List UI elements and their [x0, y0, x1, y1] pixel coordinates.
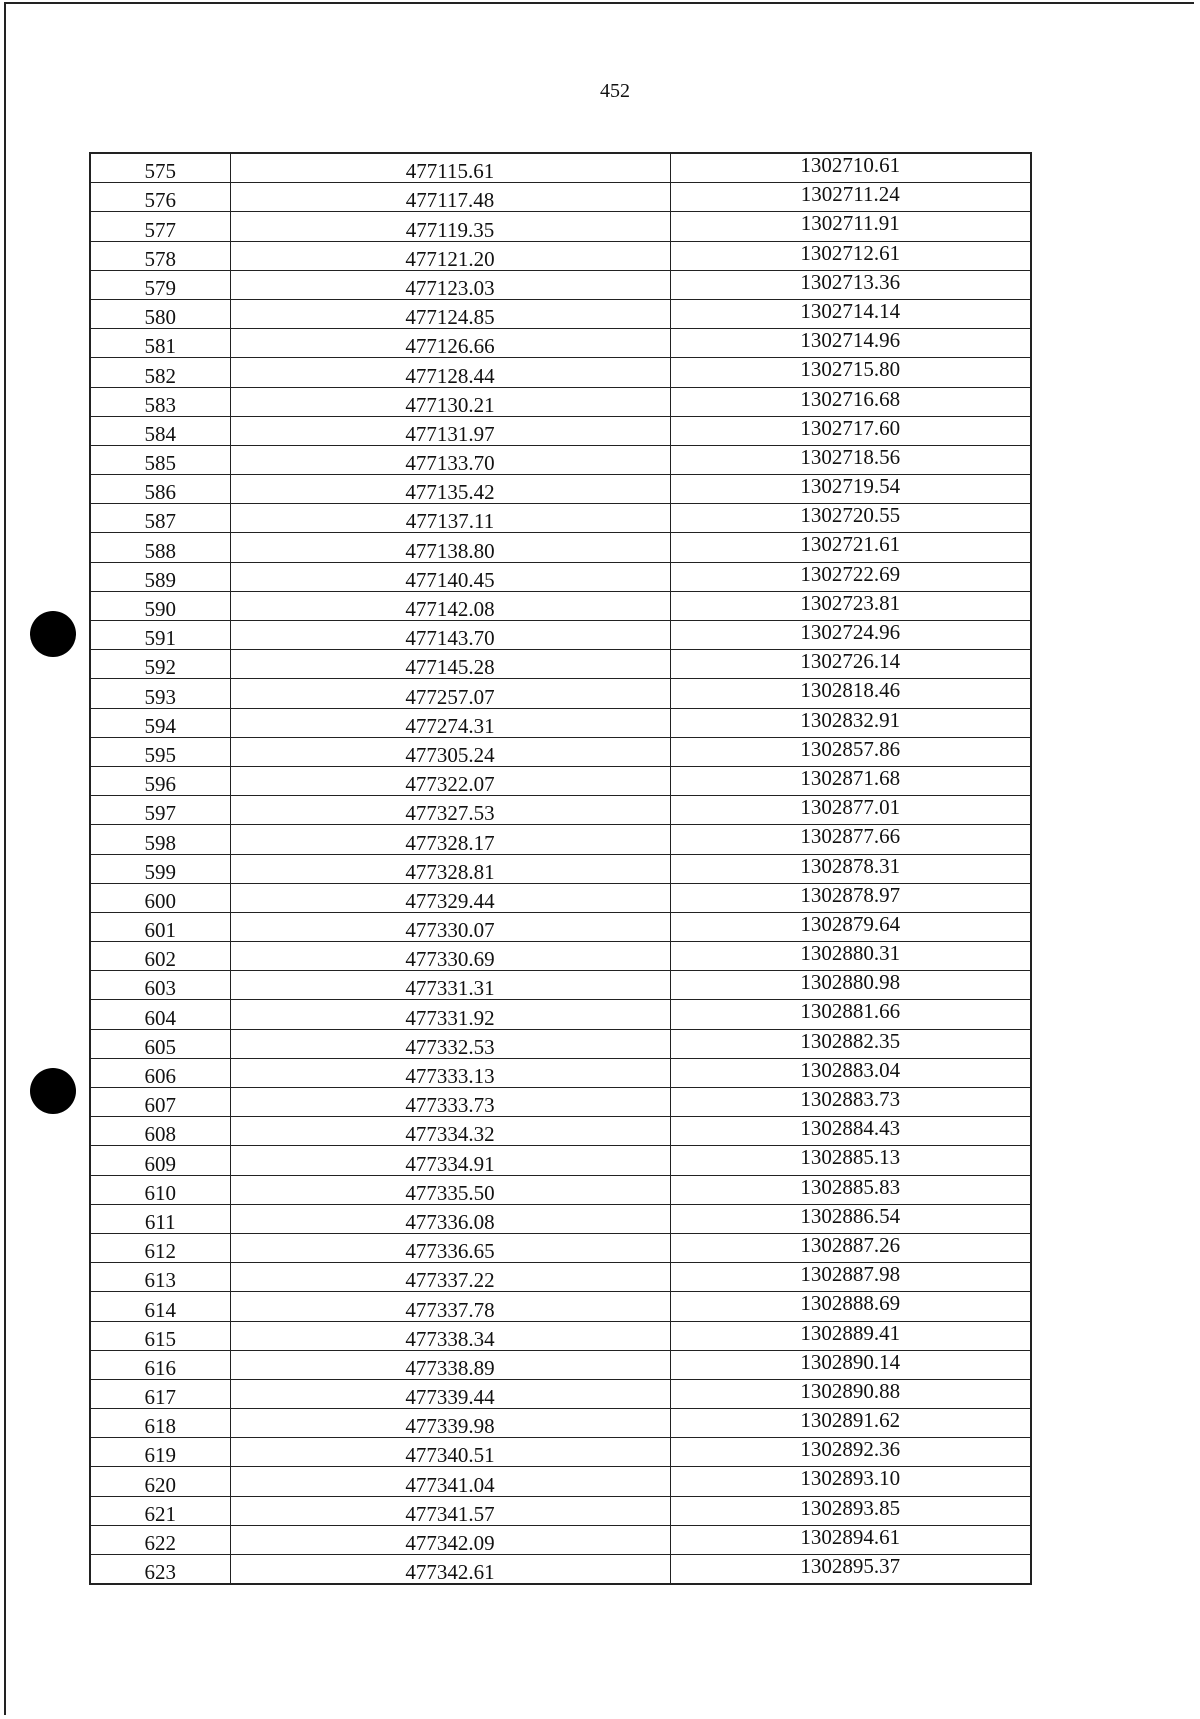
table-row	[90, 1496, 1031, 1525]
point-number-cell: 594	[90, 708, 230, 737]
table-row	[90, 796, 1031, 825]
point-number-cell: 581	[90, 329, 230, 358]
northing-cell: 1302887.26	[670, 1233, 1031, 1262]
table-row	[90, 358, 1031, 387]
easting-cell: 477328.17	[230, 825, 670, 854]
northing-cell: 1302877.66	[670, 825, 1031, 854]
northing-cell: 1302711.24	[670, 183, 1031, 212]
easting-cell: 477342.61	[230, 1555, 670, 1585]
table-row	[90, 1350, 1031, 1379]
easting-cell: 477143.70	[230, 621, 670, 650]
easting-cell: 477335.50	[230, 1175, 670, 1204]
point-number-cell: 620	[90, 1467, 230, 1496]
easting-cell: 477330.69	[230, 942, 670, 971]
easting-cell: 477133.70	[230, 445, 670, 474]
table-row	[90, 445, 1031, 474]
northing-cell: 1302715.80	[670, 358, 1031, 387]
point-number-cell: 588	[90, 533, 230, 562]
table-row	[90, 416, 1031, 445]
page-number: 452	[600, 80, 630, 102]
easting-cell: 477327.53	[230, 796, 670, 825]
northing-cell: 1302878.31	[670, 854, 1031, 883]
northing-cell: 1302884.43	[670, 1117, 1031, 1146]
table-row	[90, 1117, 1031, 1146]
easting-cell: 477119.35	[230, 212, 670, 241]
point-number-cell: 597	[90, 796, 230, 825]
northing-cell: 1302713.36	[670, 270, 1031, 299]
point-number-cell: 584	[90, 416, 230, 445]
northing-cell: 1302880.98	[670, 971, 1031, 1000]
easting-cell: 477123.03	[230, 270, 670, 299]
table-row	[90, 533, 1031, 562]
easting-cell: 477115.61	[230, 153, 670, 183]
easting-cell: 477330.07	[230, 912, 670, 941]
table-row	[90, 971, 1031, 1000]
easting-cell: 477140.45	[230, 562, 670, 591]
easting-cell: 477338.34	[230, 1321, 670, 1350]
northing-cell: 1302892.36	[670, 1438, 1031, 1467]
point-number-cell: 608	[90, 1117, 230, 1146]
easting-cell: 477342.09	[230, 1525, 670, 1554]
easting-cell: 477332.53	[230, 1029, 670, 1058]
northing-cell: 1302722.69	[670, 562, 1031, 591]
northing-cell: 1302832.91	[670, 708, 1031, 737]
easting-cell: 477337.78	[230, 1292, 670, 1321]
table-row	[90, 1204, 1031, 1233]
easting-cell: 477131.97	[230, 416, 670, 445]
point-number-cell: 593	[90, 679, 230, 708]
coordinate-table-body	[90, 153, 1031, 1584]
easting-cell: 477328.81	[230, 854, 670, 883]
point-number-cell: 604	[90, 1000, 230, 1029]
northing-cell: 1302881.66	[670, 1000, 1031, 1029]
point-number-cell: 585	[90, 445, 230, 474]
point-number-cell: 592	[90, 650, 230, 679]
table-row	[90, 1467, 1031, 1496]
point-number-cell: 595	[90, 737, 230, 766]
easting-cell: 477329.44	[230, 883, 670, 912]
table-row	[90, 1525, 1031, 1554]
table-row	[90, 737, 1031, 766]
table-row	[90, 1263, 1031, 1292]
point-number-cell: 618	[90, 1409, 230, 1438]
northing-cell: 1302877.01	[670, 796, 1031, 825]
table-row	[90, 1438, 1031, 1467]
point-number-cell: 605	[90, 1029, 230, 1058]
table-row	[90, 1058, 1031, 1087]
table-row	[90, 241, 1031, 270]
table-row	[90, 1146, 1031, 1175]
point-number-cell: 606	[90, 1058, 230, 1087]
point-number-cell: 612	[90, 1233, 230, 1262]
point-number-cell: 617	[90, 1379, 230, 1408]
point-number-cell: 615	[90, 1321, 230, 1350]
table-row	[90, 299, 1031, 328]
easting-cell: 477339.44	[230, 1379, 670, 1408]
table-row	[90, 183, 1031, 212]
northing-cell: 1302895.37	[670, 1555, 1031, 1585]
point-number-cell: 603	[90, 971, 230, 1000]
point-number-cell: 619	[90, 1438, 230, 1467]
northing-cell: 1302714.14	[670, 299, 1031, 328]
northing-cell: 1302889.41	[670, 1321, 1031, 1350]
point-number-cell: 579	[90, 270, 230, 299]
table-row	[90, 387, 1031, 416]
table-row	[90, 504, 1031, 533]
easting-cell: 477340.51	[230, 1438, 670, 1467]
northing-cell: 1302882.35	[670, 1029, 1031, 1058]
table-row	[90, 854, 1031, 883]
table-row	[90, 212, 1031, 241]
point-number-cell: 602	[90, 942, 230, 971]
point-number-cell: 589	[90, 562, 230, 591]
northing-cell: 1302716.68	[670, 387, 1031, 416]
table-row	[90, 475, 1031, 504]
easting-cell: 477334.91	[230, 1146, 670, 1175]
northing-cell: 1302887.98	[670, 1263, 1031, 1292]
point-number-cell: 583	[90, 387, 230, 416]
northing-cell: 1302719.54	[670, 475, 1031, 504]
easting-cell: 477142.08	[230, 591, 670, 620]
table-row	[90, 1409, 1031, 1438]
northing-cell: 1302717.60	[670, 416, 1031, 445]
easting-cell: 477341.04	[230, 1467, 670, 1496]
point-number-cell: 591	[90, 621, 230, 650]
table-row	[90, 1088, 1031, 1117]
easting-cell: 477274.31	[230, 708, 670, 737]
table-row	[90, 1292, 1031, 1321]
northing-cell: 1302818.46	[670, 679, 1031, 708]
table-row	[90, 1379, 1031, 1408]
point-number-cell: 616	[90, 1350, 230, 1379]
point-number-cell: 587	[90, 504, 230, 533]
northing-cell: 1302724.96	[670, 621, 1031, 650]
easting-cell: 477124.85	[230, 299, 670, 328]
point-number-cell: 596	[90, 766, 230, 795]
table-row	[90, 679, 1031, 708]
table-row	[90, 650, 1031, 679]
easting-cell: 477331.92	[230, 1000, 670, 1029]
northing-cell: 1302721.61	[670, 533, 1031, 562]
easting-cell: 477336.65	[230, 1233, 670, 1262]
northing-cell: 1302720.55	[670, 504, 1031, 533]
table-row	[90, 1555, 1031, 1585]
point-number-cell: 623	[90, 1555, 230, 1585]
table-row	[90, 153, 1031, 183]
table-row	[90, 942, 1031, 971]
point-number-cell: 577	[90, 212, 230, 241]
northing-cell: 1302710.61	[670, 153, 1031, 183]
northing-cell: 1302890.14	[670, 1350, 1031, 1379]
point-number-cell: 609	[90, 1146, 230, 1175]
table-row	[90, 1000, 1031, 1029]
northing-cell: 1302894.61	[670, 1525, 1031, 1554]
point-number-cell: 601	[90, 912, 230, 941]
point-number-cell: 607	[90, 1088, 230, 1117]
easting-cell: 477331.31	[230, 971, 670, 1000]
point-number-cell: 598	[90, 825, 230, 854]
easting-cell: 477137.11	[230, 504, 670, 533]
point-number-cell: 582	[90, 358, 230, 387]
northing-cell: 1302893.85	[670, 1496, 1031, 1525]
table-row	[90, 766, 1031, 795]
easting-cell: 477117.48	[230, 183, 670, 212]
point-number-cell: 622	[90, 1525, 230, 1554]
northing-cell: 1302885.83	[670, 1175, 1031, 1204]
northing-cell: 1302893.10	[670, 1467, 1031, 1496]
point-number-cell: 599	[90, 854, 230, 883]
easting-cell: 477337.22	[230, 1263, 670, 1292]
easting-cell: 477339.98	[230, 1409, 670, 1438]
table-row	[90, 591, 1031, 620]
table-row	[90, 270, 1031, 299]
table-row	[90, 912, 1031, 941]
table-row	[90, 1175, 1031, 1204]
punch-hole-mark	[30, 611, 76, 657]
easting-cell: 477257.07	[230, 679, 670, 708]
point-number-cell: 613	[90, 1263, 230, 1292]
northing-cell: 1302723.81	[670, 591, 1031, 620]
table-row	[90, 1029, 1031, 1058]
easting-cell: 477138.80	[230, 533, 670, 562]
northing-cell: 1302718.56	[670, 445, 1031, 474]
point-number-cell: 575	[90, 153, 230, 183]
table-row	[90, 708, 1031, 737]
table-row	[90, 1321, 1031, 1350]
northing-cell: 1302712.61	[670, 241, 1031, 270]
northing-cell: 1302878.97	[670, 883, 1031, 912]
easting-cell: 477338.89	[230, 1350, 670, 1379]
table-row	[90, 825, 1031, 854]
easting-cell: 477341.57	[230, 1496, 670, 1525]
northing-cell: 1302883.73	[670, 1088, 1031, 1117]
easting-cell: 477145.28	[230, 650, 670, 679]
northing-cell: 1302886.54	[670, 1204, 1031, 1233]
easting-cell: 477305.24	[230, 737, 670, 766]
point-number-cell: 578	[90, 241, 230, 270]
easting-cell: 477121.20	[230, 241, 670, 270]
punch-hole-mark	[30, 1068, 76, 1114]
northing-cell: 1302879.64	[670, 912, 1031, 941]
easting-cell: 477126.66	[230, 329, 670, 358]
table-row	[90, 1233, 1031, 1262]
point-number-cell: 586	[90, 475, 230, 504]
easting-cell: 477334.32	[230, 1117, 670, 1146]
point-number-cell: 590	[90, 591, 230, 620]
point-number-cell: 611	[90, 1204, 230, 1233]
point-number-cell: 576	[90, 183, 230, 212]
point-number-cell: 600	[90, 883, 230, 912]
northing-cell: 1302890.88	[670, 1379, 1031, 1408]
northing-cell: 1302726.14	[670, 650, 1031, 679]
table-row	[90, 883, 1031, 912]
easting-cell: 477128.44	[230, 358, 670, 387]
easting-cell: 477333.13	[230, 1058, 670, 1087]
easting-cell: 477135.42	[230, 475, 670, 504]
northing-cell: 1302880.31	[670, 942, 1031, 971]
northing-cell: 1302714.96	[670, 329, 1031, 358]
easting-cell: 477336.08	[230, 1204, 670, 1233]
northing-cell: 1302711.91	[670, 212, 1031, 241]
easting-cell: 477130.21	[230, 387, 670, 416]
northing-cell: 1302857.86	[670, 737, 1031, 766]
coordinate-table	[89, 152, 1032, 1585]
northing-cell: 1302888.69	[670, 1292, 1031, 1321]
easting-cell: 477322.07	[230, 766, 670, 795]
point-number-cell: 621	[90, 1496, 230, 1525]
easting-cell: 477333.73	[230, 1088, 670, 1117]
table-row	[90, 562, 1031, 591]
point-number-cell: 580	[90, 299, 230, 328]
northing-cell: 1302885.13	[670, 1146, 1031, 1175]
point-number-cell: 614	[90, 1292, 230, 1321]
northing-cell: 1302891.62	[670, 1409, 1031, 1438]
table-row	[90, 329, 1031, 358]
northing-cell: 1302871.68	[670, 766, 1031, 795]
northing-cell: 1302883.04	[670, 1058, 1031, 1087]
table-row	[90, 621, 1031, 650]
point-number-cell: 610	[90, 1175, 230, 1204]
